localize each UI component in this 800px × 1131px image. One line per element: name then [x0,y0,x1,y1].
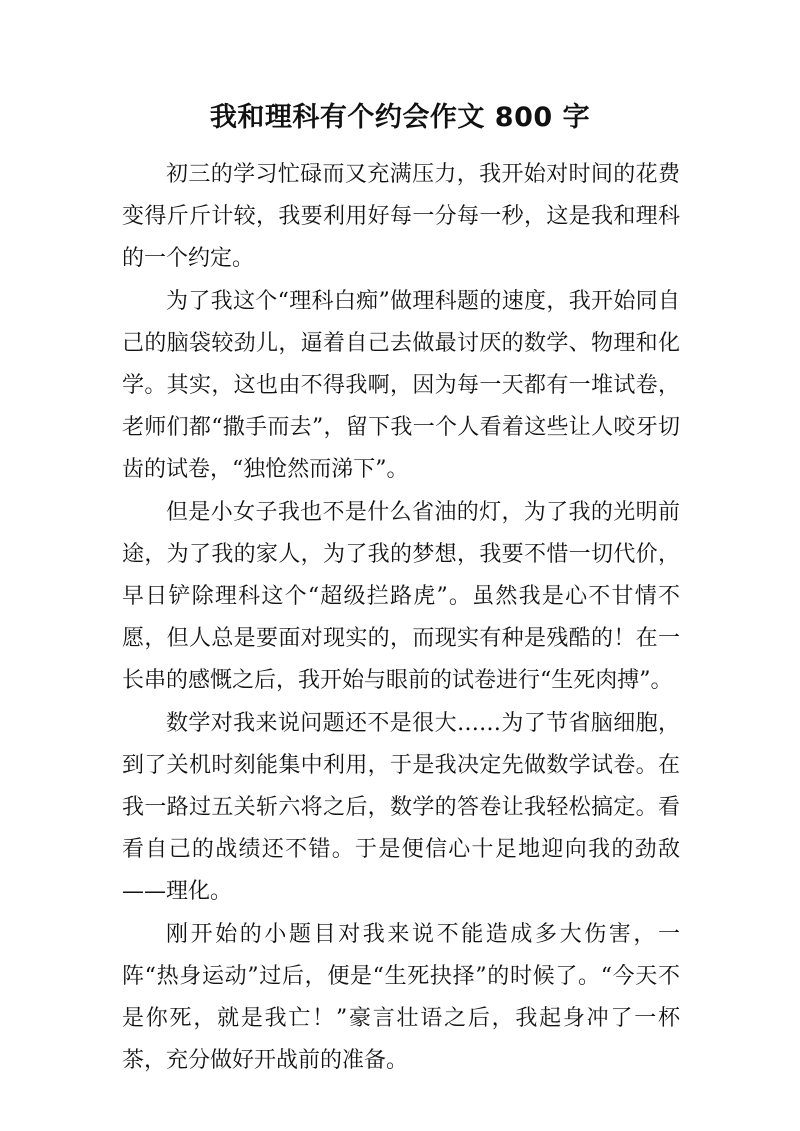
paragraph-4: 数学对我来说问题还不是很大……为了节省脑细胞，到了关机时刻能集中利用，于是我决定先做数学试卷。在我一路过五关斩六将之后，数学的答卷让我轻松搞定。看看自己的战绩还不错。于是便信心十足地迎向我的劲敌——理化。 [122,710,680,905]
paragraph-3: 但是小女子我也不是什么省油的灯，为了我的光明前途，为了我的家人，为了我的梦想，我要不惜一切代价，早日铲除理科这个“超级拦路虎”。虽然我是心不甘情不愿，但人总是要面对现实的，而现实有种是残酷的！在一长串的感慨之后，我开始与眼前的试卷进行“生死肉搏”。 [122,499,680,694]
paragraph-2: 为了我这个“理科白痴”做理科题的速度，我开始同自己的脑袋较劲儿，逼着自己去做最讨厌的数学、物理和化学。其实，这也由不得我啊，因为每一天都有一堆试卷，老师们都“撒手而去”，留下我一个人看着这些让人咬牙切齿的试卷，“独怆然而涕下”。 [122,288,680,483]
document-body [122,154,680,1082]
paragraph-1: 初三的学习忙碌而又充满压力，我开始对时间的花费变得斤斤计较，我要利用好每一分每一秒，这是我和理科的一个约定。 [122,162,680,272]
paragraph-5: 刚开始的小题目对我来说不能造成多大伤害，一阵“热身运动”过后，便是“生死抉择”的时候了。“今天不是你死，就是我亡！”豪言壮语之后，我起身冲了一杯茶，充分做好开战前的准备。 [122,921,680,1074]
document-title: 我和理科有个约会作文 800 字 [209,102,591,133]
